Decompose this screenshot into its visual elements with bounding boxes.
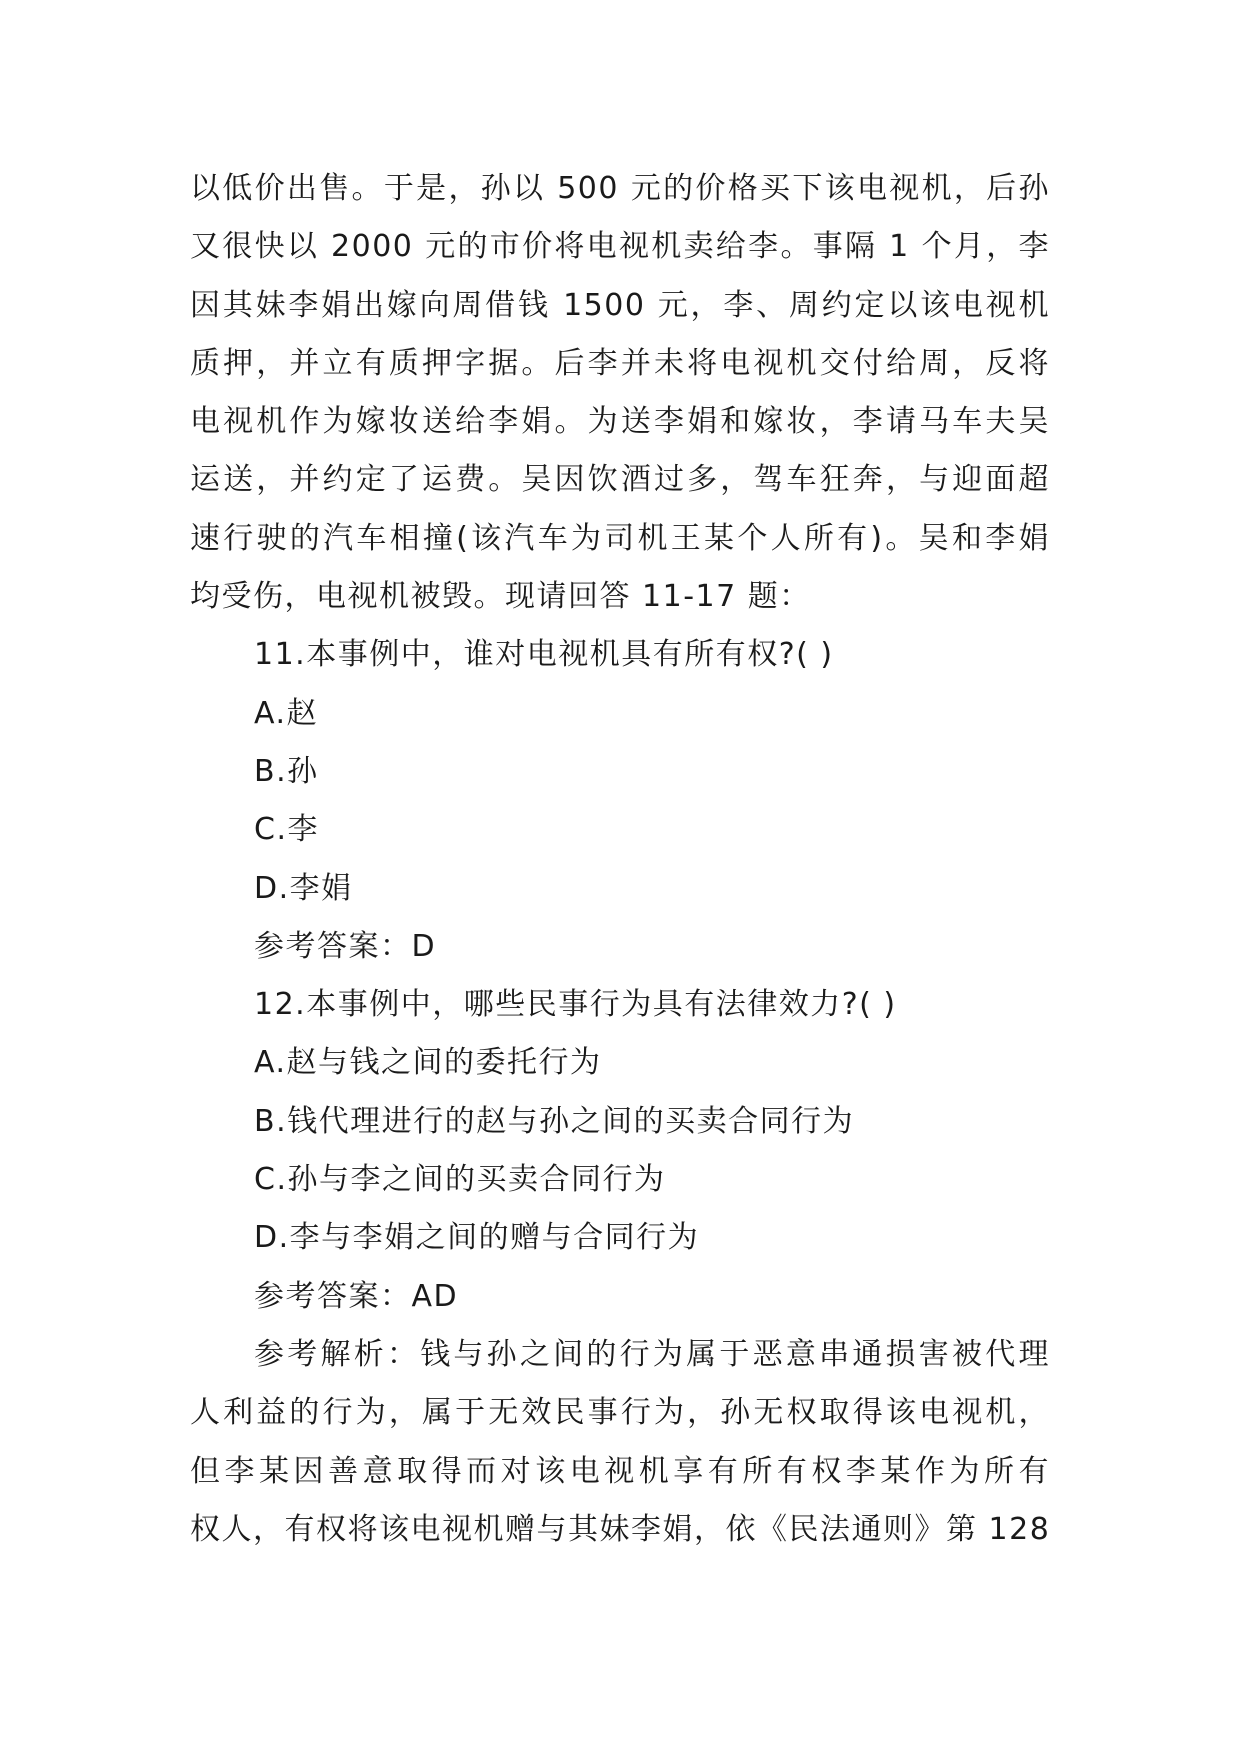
q12-analysis-line: 参考解析：钱与孙之间的行为属于恶意串通损害被代理 [254, 1336, 1050, 1372]
intro-line: 速行驶的汽车相撞(该汽车为司机王某个人所有)。吴和李娟 [190, 520, 1050, 556]
intro-line: 以低价出售。于是，孙以 500 元的价格买下该电视机，后孙 [190, 171, 1050, 206]
document-body [190, 160, 1050, 1559]
q12-option-a: A.赵与钱之间的委托行为 [254, 1045, 602, 1081]
intro-line: 质押，并立有质押字据。后李并未将电视机交付给周，反将 [190, 345, 1050, 381]
q12-option-d: D.李与李娟之间的赠与合同行为 [254, 1220, 700, 1256]
q12-analysis-line: 权人，有权将该电视机赠与其妹李娟，依《民法通则》第 128 [190, 1511, 1051, 1547]
q12-answer: 参考答案：AD [254, 1278, 459, 1314]
question-12: 12.本事例中，哪些民事行为具有法律效力?( ) [254, 987, 897, 1023]
q11-answer: 参考答案：D [254, 928, 437, 964]
q11-option-a: A.赵 [254, 695, 319, 731]
q11-option-d: D.李娟 [254, 870, 353, 906]
intro-line: 均受伤，电视机被毁。现请回答 11-17 题： [190, 579, 811, 615]
question-11: 11.本事例中，谁对电视机具有所有权?( ) [254, 637, 834, 673]
q11-option-c: C.李 [254, 812, 319, 848]
q12-option-c: C.孙与李之间的买卖合同行为 [254, 1162, 666, 1198]
intro-line: 又很快以 2000 元的市价将电视机卖给李。事隔 1 个月，李 [190, 229, 1050, 265]
q11-option-b: B.孙 [254, 753, 319, 789]
intro-line: 运送，并约定了运费。吴因饮酒过多，驾车狂奔，与迎面超 [190, 462, 1050, 498]
q12-analysis-line: 人利益的行为，属于无效民事行为，孙无权取得该电视机， [190, 1395, 1050, 1431]
intro-line: 因其妹李娟出嫁向周借钱 1500 元，李、周约定以该电视机 [190, 287, 1050, 323]
q12-option-b: B.钱代理进行的赵与孙之间的买卖合同行为 [254, 1103, 855, 1139]
q12-analysis-line: 但李某因善意取得而对该电视机享有所有权李某作为所有 [190, 1453, 1050, 1489]
intro-line: 电视机作为嫁妆送给李娟。为送李娟和嫁妆，李请马车夫吴 [190, 404, 1050, 440]
